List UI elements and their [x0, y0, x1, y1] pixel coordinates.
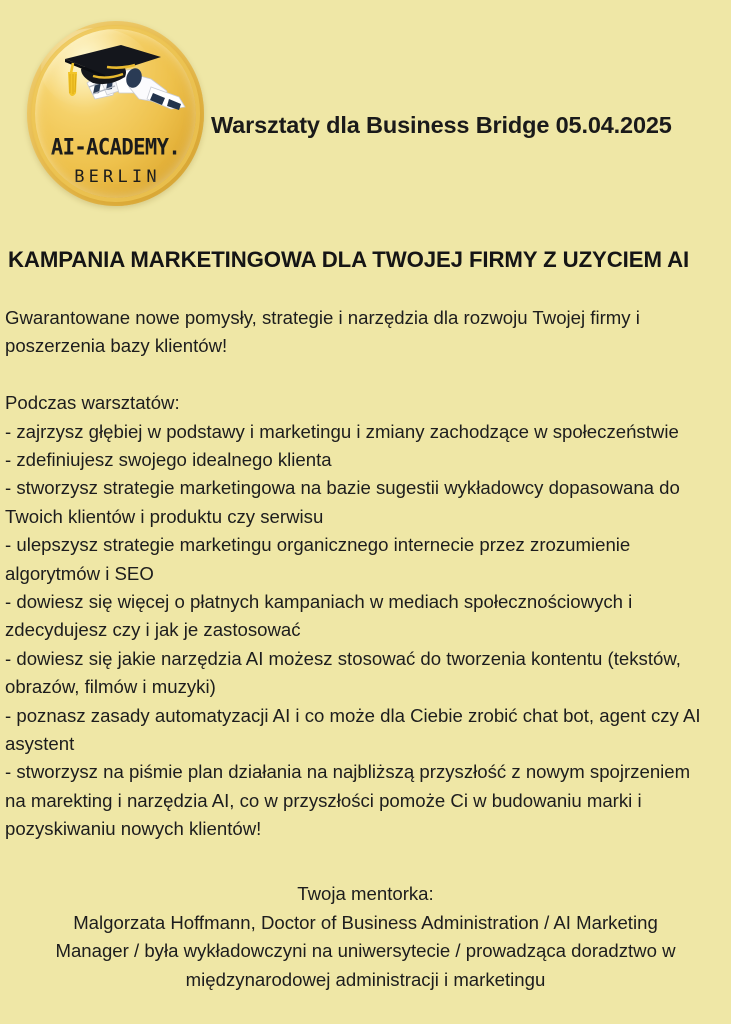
- mentor-bio-line-2: Manager / była wykładowczyni na uniwersytecie / prowadząca doradztwo w: [55, 940, 676, 962]
- list-item: - dowiesz się jakie narzędzia AI możesz stosować do tworzenia kontentu (tekstów, obrazów, filmów i muzyki): [5, 647, 681, 698]
- mentor-bio-line-1: Malgorzata Hoffmann, Doctor of Business Administration / AI Marketing: [73, 911, 658, 933]
- logo-wordmark: [27, 134, 204, 187]
- list-item: - poznasz zasady automatyzacji AI i co może dla Ciebie zrobić chat bot, agent czy AI asystent: [5, 704, 701, 755]
- list-item: - zdefiniujesz swojego idealnego klienta: [5, 449, 332, 471]
- logo-line-2: BERLIN: [74, 166, 161, 187]
- list-item: - stworzysz strategie marketingowa na bazie sugestii wykładowcy dopasowana do Twoich klientów i produktu czy serwisu: [5, 477, 680, 527]
- section-intro: Podczas warsztatów:: [5, 392, 180, 414]
- graduation-cap-robot-hand-icon: [43, 43, 191, 135]
- mentor-section: [0, 880, 731, 994]
- mentor-bio-line-3: międzynarodowej administracji i marketingu: [185, 968, 546, 990]
- list-item: - dowiesz się więcej o płatnych kampaniach w mediach społecznościowych i zdecydujesz czy i jak je zastosować: [5, 591, 633, 641]
- header: [0, 0, 731, 222]
- list-item: - ulepszysz strategie marketingu organicznego internecie przez zrozumienie algorytmów i SEO: [5, 534, 631, 584]
- lead-paragraph: Gwarantowane nowe pomysły, strategie i narzędzia dla rozwoju Twojej firmy i poszerzenia bazy klientów!: [5, 307, 640, 357]
- body-content: [5, 304, 705, 844]
- ai-academy-berlin-logo: [27, 21, 204, 206]
- mentor-label: Twoja mentorka:: [297, 883, 434, 904]
- paragraph-spacer: [5, 361, 705, 389]
- list-item: - stworzysz na piśmie plan działania na najbliższą przyszłość z nowym spojrzeniem na marekting i narzędzia AI, co w przyszłości pomoże Ci w budowaniu marki i pozyskiwaniu nowych klientów!: [5, 761, 691, 840]
- logo-line-1: AI-ACADEMY.: [50, 134, 181, 160]
- event-title: Warsztaty dla Business Bridge 05.04.2025: [211, 112, 672, 138]
- page-title: KAMPANIA MARKETINGOWA DLA TWOJEJ FIRMY Z UZYCIEM AI: [8, 247, 690, 272]
- list-item: - zajrzysz głębiej w podstawy i marketingu i zmiany zachodzące w społeczeństwie: [5, 420, 679, 442]
